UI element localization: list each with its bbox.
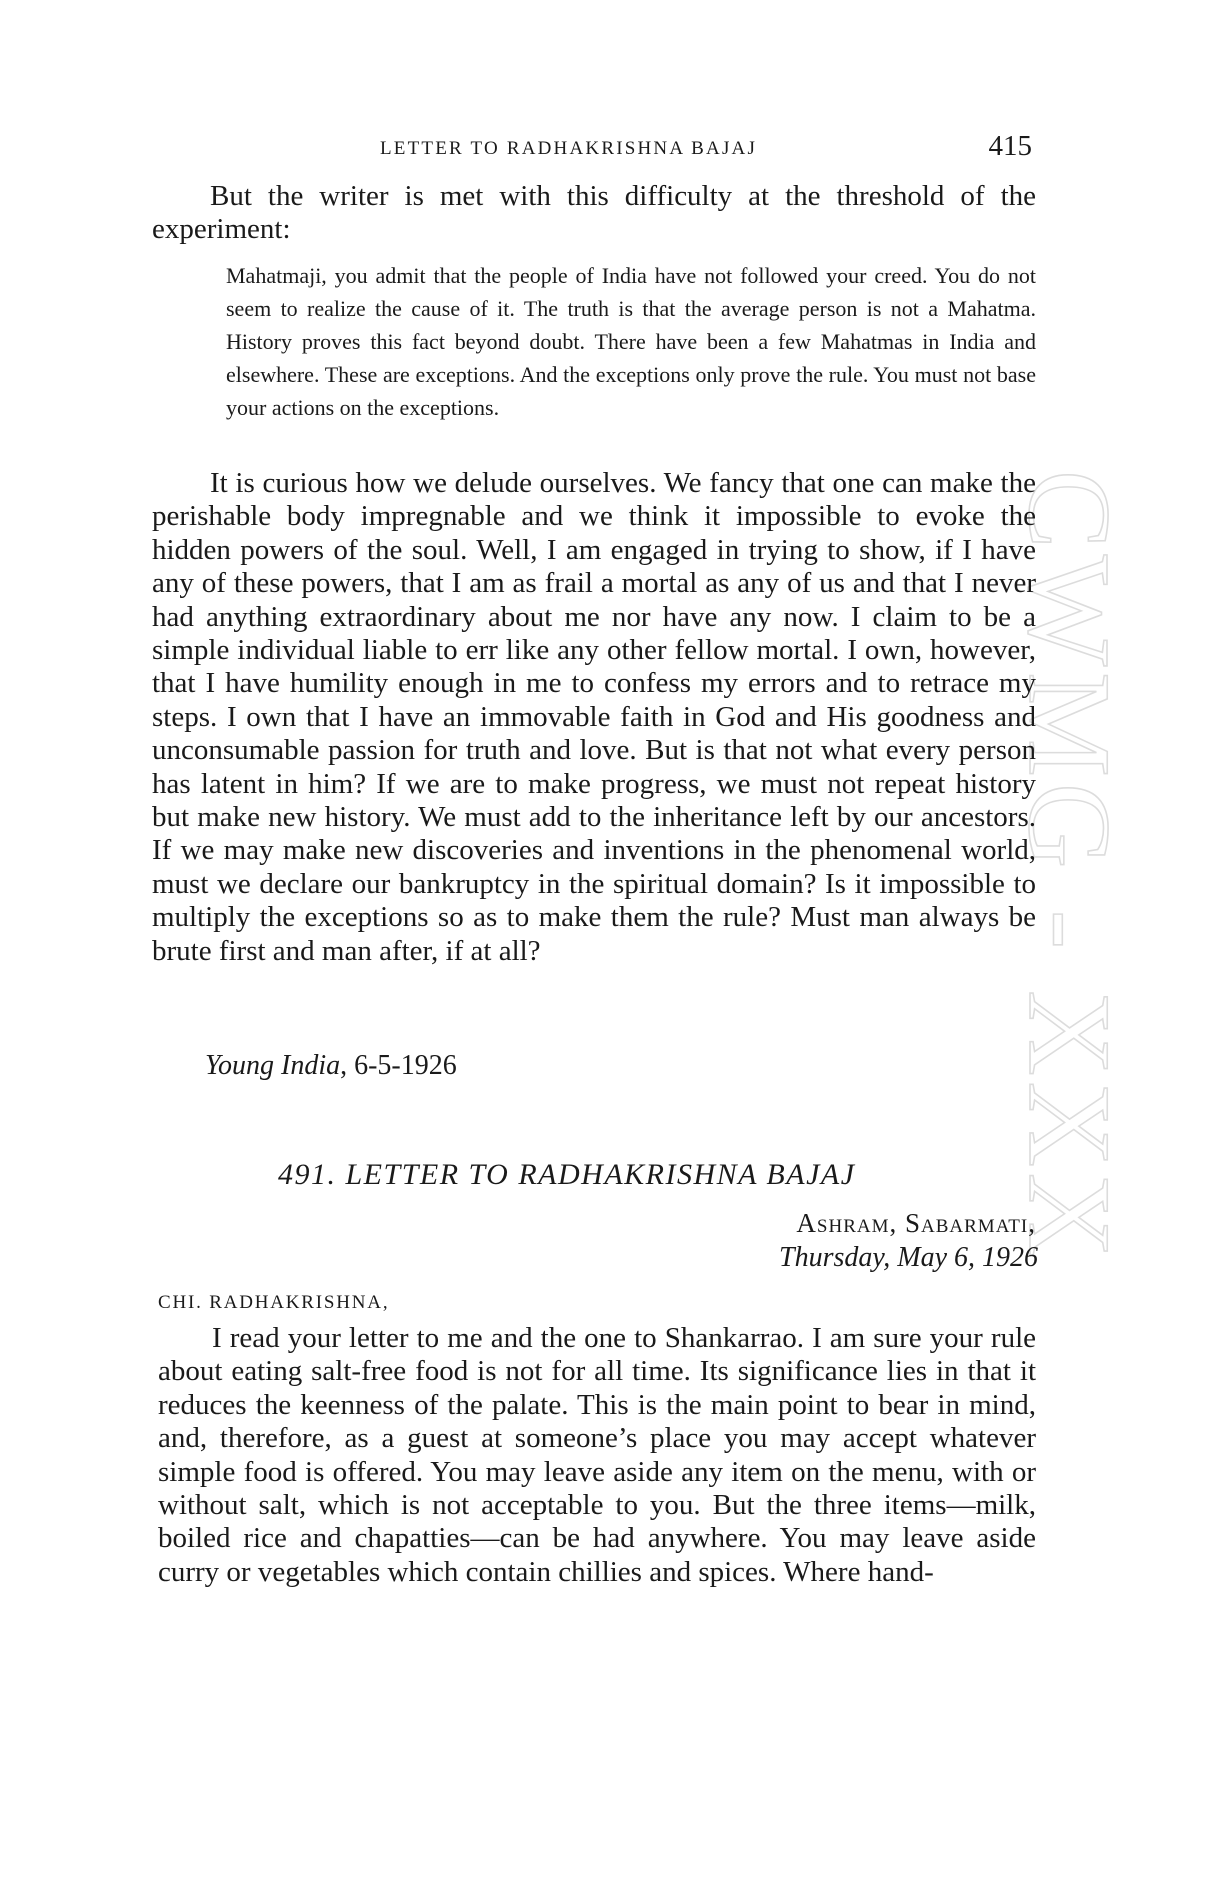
source-citation <box>205 1050 457 1082</box>
page-number: 415 <box>988 130 1032 162</box>
running-head-title: LETTER TO RADHAKRISHNA BAJAJ <box>380 138 758 159</box>
source-publication: Young India <box>205 1050 341 1081</box>
letter-date: Thursday, May 6, 1926 <box>779 1242 1038 1273</box>
running-head <box>152 132 1032 172</box>
letter-heading: 491. LETTER TO RADHAKRISHNA BAJAJ <box>278 1158 856 1191</box>
source-date: , 6-5-1926 <box>340 1050 457 1081</box>
watermark-text: CWMG - XXX <box>1004 470 1135 1265</box>
main-block <box>152 467 1036 968</box>
intro-block <box>152 180 1036 247</box>
letter-body: I read your letter to me and the one to Shankarrao. I am sure your rule about eating salt-free food is not for all time. Its significance lies in that it reduces the keenness of the palate. This is the main point to bear in mind, and, therefore, as a guest at someone’s place you may accept whatever simple food is offered. You may leave aside any item on the menu, with or without salt, which is not acceptable to you. But the three items—milk, boiled rice and chapatties—can be had anywhere. You may leave aside curry or vegetables which contain chillies and spices. Where hand- <box>158 1322 1036 1588</box>
main-paragraph: It is curious how we delude ourselves. We fancy that one can make the perishable body impregnable and we think it impossible to evoke the hidden powers of the soul. Well, I am engaged in trying to show, if I have any of these powers, that I am as frail a mortal as any of us and that I never had anything extraordinary about me nor have any now. I claim to be a simple individual liable to err like any other fellow mortal. I own, however, that I have humility enough in me to confess my errors and to retrace my steps. I own that I have an immovable faith in God and His goodness and unconsumable passion for truth and love. But is that not what every person has latent in him? If we are to make progress, we must not repeat history but make new history. We must add to the inheritance left by our ancestors. If we may make new discoveries and inventions in the phenomenal world, must we declare our bankruptcy in the spiritual domain? Is it impossible to multiply the exceptions so as to make them the rule? Must man always be brute first and man after, if at all? <box>152 467 1036 967</box>
intro-paragraph: But the writer is met with this difficulty at the threshold of the experiment: <box>152 180 1036 246</box>
letter-salutation: CHI. RADHAKRISHNA, <box>158 1292 390 1313</box>
letter-place: Ashram, Sabarmati, <box>796 1208 1036 1238</box>
block-quote: Mahatmaji, you admit that the people of India have not followed your creed. You do not seem to realize the cause of it. The truth is that the average person is not a Mahatma. History proves this fact beyond doubt. There have been a few Mahatmas in India and elsewhere. These are exceptions. And the exceptions only prove the rule. You must not base your actions on the exceptions. <box>226 263 1036 420</box>
letter-body-block <box>158 1322 1036 1589</box>
